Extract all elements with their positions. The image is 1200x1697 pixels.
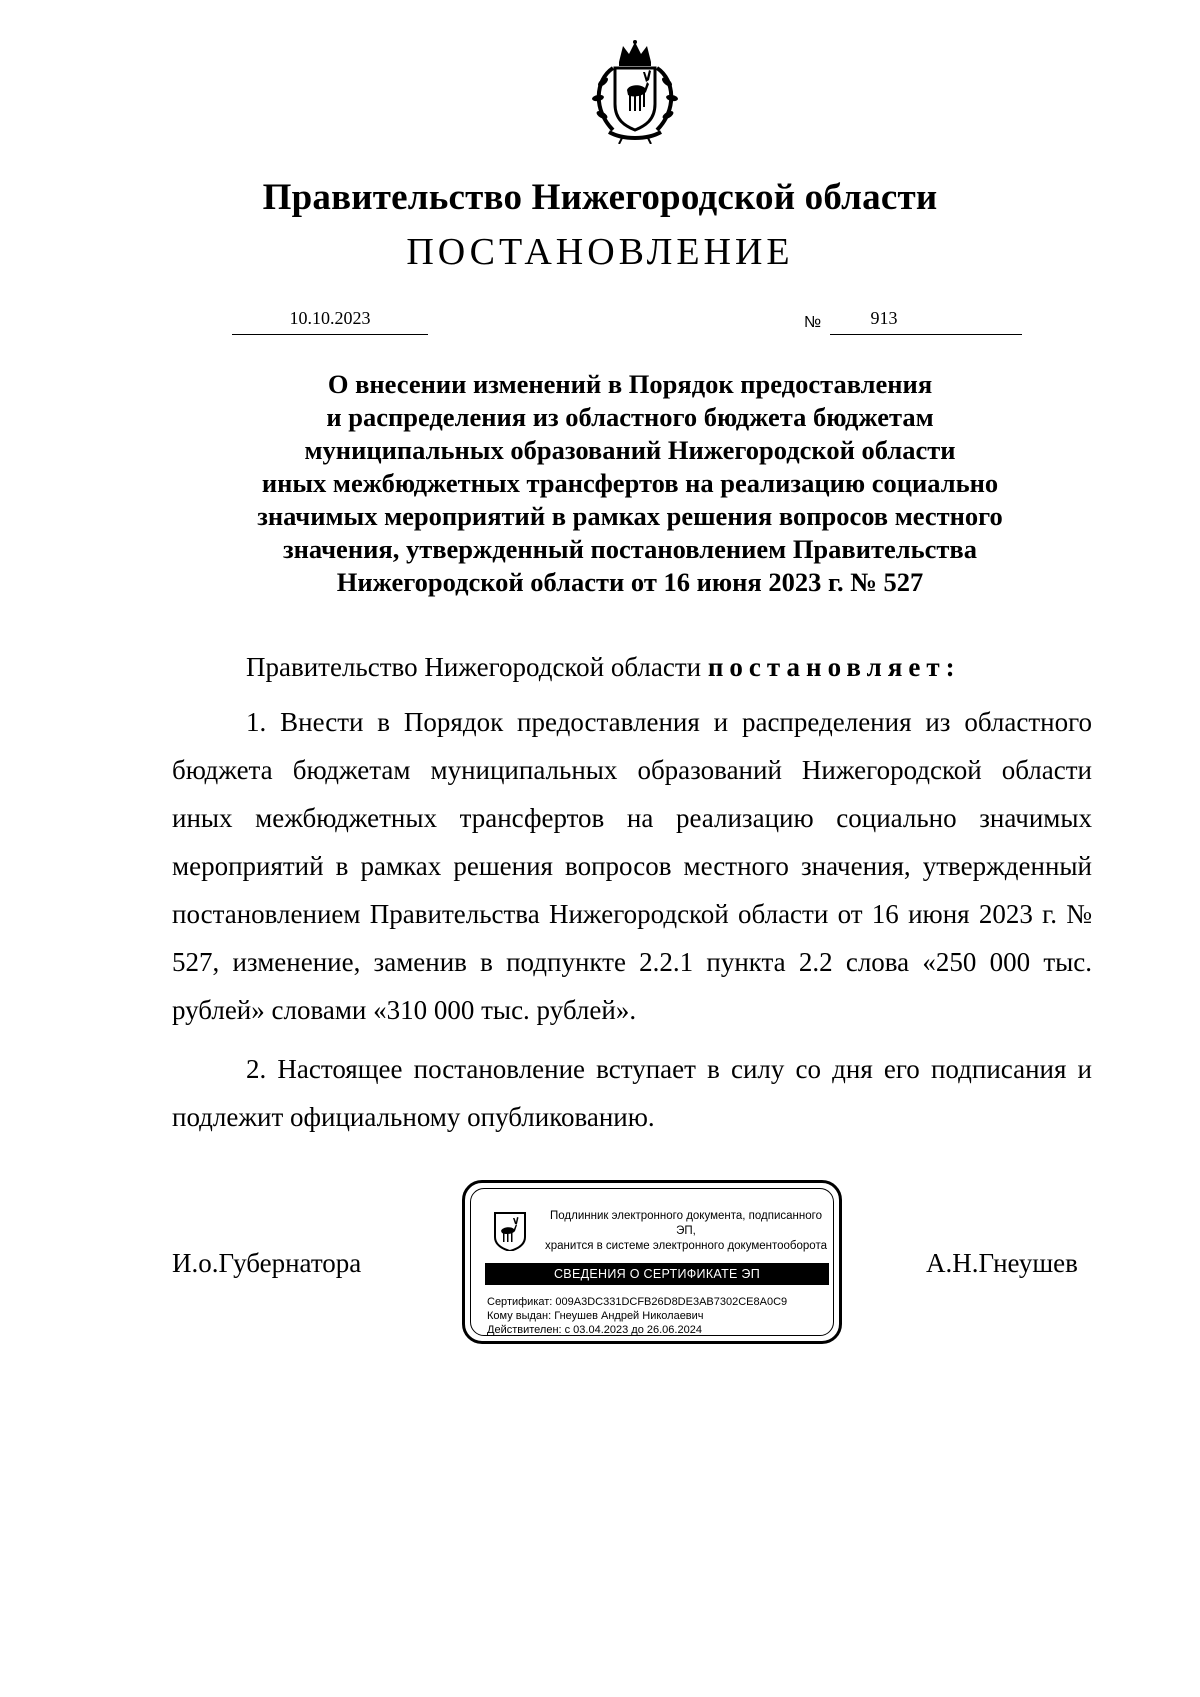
- heading-line: Нижегородской области от 16 июня 2023 г. № 527: [336, 567, 924, 597]
- document-date: 10.10.2023: [289, 308, 371, 328]
- number-sign: №: [804, 314, 822, 331]
- certificate-owner: Кому выдан: Гнеушев Андрей Николаевич: [487, 1310, 704, 1322]
- stamp-header-line: хранится в системе электронного документооборота: [545, 1240, 827, 1252]
- paragraph-2: 2. Настоящее постановление вступает в силу со дня его подписания и подлежит официальному опубликованию.: [172, 1054, 1092, 1132]
- document-number: 913: [870, 308, 898, 328]
- document-heading: [200, 368, 1060, 599]
- signatory-name: А.Н.Гнеушев: [926, 1248, 1078, 1278]
- coat-of-arms-emblem: [583, 40, 687, 144]
- government-title: Правительство Нижегородской области: [262, 177, 938, 218]
- heading-line: муниципальных образований Нижегородской области: [304, 435, 956, 465]
- heading-line: О внесении изменений в Порядок предоставления: [327, 369, 933, 399]
- signatory-position: И.о.Губернатора: [172, 1248, 362, 1278]
- certificate-info-bar: СВЕДЕНИЯ О СЕРТИФИКАТЕ ЭП: [485, 1263, 829, 1285]
- electronic-signature-stamp: [462, 1180, 842, 1344]
- intro-subject: Правительство Нижегородской области: [246, 652, 702, 682]
- certificate-validity: Действителен: с 03.04.2023 до 26.06.2024: [487, 1324, 702, 1336]
- intro-decree-word: постановляет:: [707, 652, 961, 682]
- heading-line: и распределения из областного бюджета бюджетам: [326, 402, 934, 432]
- stamp-header: [541, 1209, 831, 1254]
- heading-line: иных межбюджетных трансфертов на реализацию социально: [261, 468, 999, 498]
- certificate-details: [487, 1295, 827, 1337]
- deer-emblem-icon: [493, 1211, 527, 1251]
- document-type: ПОСТАНОВЛЕНИЕ: [406, 231, 794, 273]
- paragraph-1: 1. Внести в Порядок предоставления и распределения из областного бюджета бюджетам муниципальных образований Нижегородской области иных межбюджетных трансфертов на реализацию социально значимых мероприятий в рамках решения вопросов местного значения, утвержденный постановлением Правительства Нижегородской области от 16 июня 2023 г. № 527, изменение, заменив в подпункте 2.2.1 пункта 2.2 слова «250 000 тыс. рублей» словами «310 000 тыс. рублей».: [172, 707, 1092, 1025]
- heading-line: значимых мероприятий в рамках решения вопросов местного: [257, 501, 1003, 531]
- stamp-header-line: Подлинник электронного документа, подписанного ЭП,: [550, 1210, 822, 1237]
- decree-intro: [246, 652, 961, 683]
- heading-line: значения, утвержденный постановлением Правительства: [283, 534, 977, 564]
- stamp-inner-border: [470, 1188, 834, 1336]
- certificate-id: Сертификат: 009A3DC331DCFB26D8DE3AB7302CE8A0C9: [487, 1296, 788, 1308]
